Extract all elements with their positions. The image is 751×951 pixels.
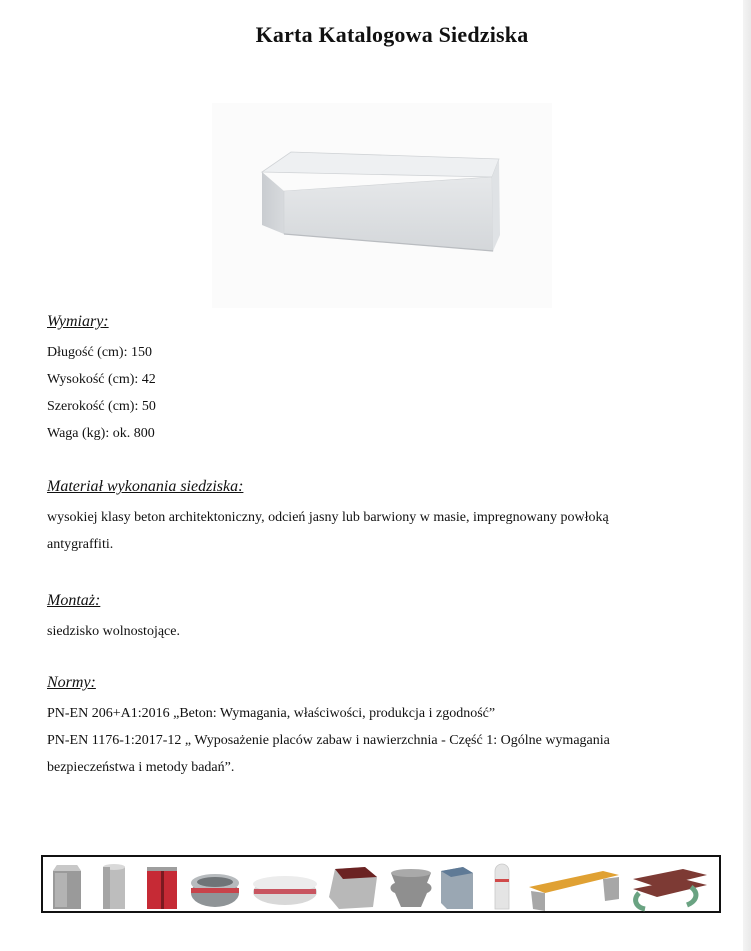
dimension-length: Długość (cm): 150 [47, 345, 152, 360]
norm-line: PN-EN 206+A1:2016 „Beton: Wymagania, właściwości, produkcja i zgodność” [47, 706, 496, 721]
red-locker-icon [147, 867, 177, 909]
square-planter-icon [441, 867, 473, 909]
section-heading-montaz: Montaż: [47, 592, 101, 609]
round-planter-icon [191, 874, 239, 907]
bollard-icon [495, 864, 509, 909]
urn-planter-icon [391, 869, 432, 907]
material-text-line: antygraffiti. [47, 537, 114, 552]
hexagonal-bin-icon [53, 865, 81, 909]
section-heading-material: Materiał wykonania siedziska: [47, 478, 244, 495]
section-heading-wymiary: Wymiary: [47, 313, 109, 330]
norm-line: PN-EN 1176-1:2017-12 „ Wyposażenie placów zabaw i nawierzchnia - Część 1: Ogólne wymagania [47, 733, 610, 748]
page-title: Karta Katalogowa Siedziska [255, 22, 529, 47]
wood-bench-icon [529, 871, 619, 911]
material-text-line: wysokiej klasy beton architektoniczny, odcień jasny lub barwiony w masie, impregnowany powłoką [47, 510, 609, 525]
dimension-height: Wysokość (cm): 42 [47, 372, 156, 387]
cylinder-bin-icon [103, 864, 125, 909]
dimension-weight: Waga (kg): ok. 800 [47, 426, 155, 441]
section-heading-normy: Normy: [47, 674, 96, 691]
park-bench-icon [633, 869, 707, 909]
product-strip [41, 855, 721, 913]
dimension-width: Szerokość (cm): 50 [47, 399, 156, 414]
norm-line: bezpieczeństwa i metody badań”. [47, 760, 235, 775]
montaz-text-line: siedzisko wolnostojące. [47, 624, 180, 639]
bench-photo [212, 103, 552, 308]
oval-planter-icon [253, 876, 317, 905]
page-edge-shadow [743, 0, 751, 951]
hex-planter-icon [329, 867, 377, 909]
